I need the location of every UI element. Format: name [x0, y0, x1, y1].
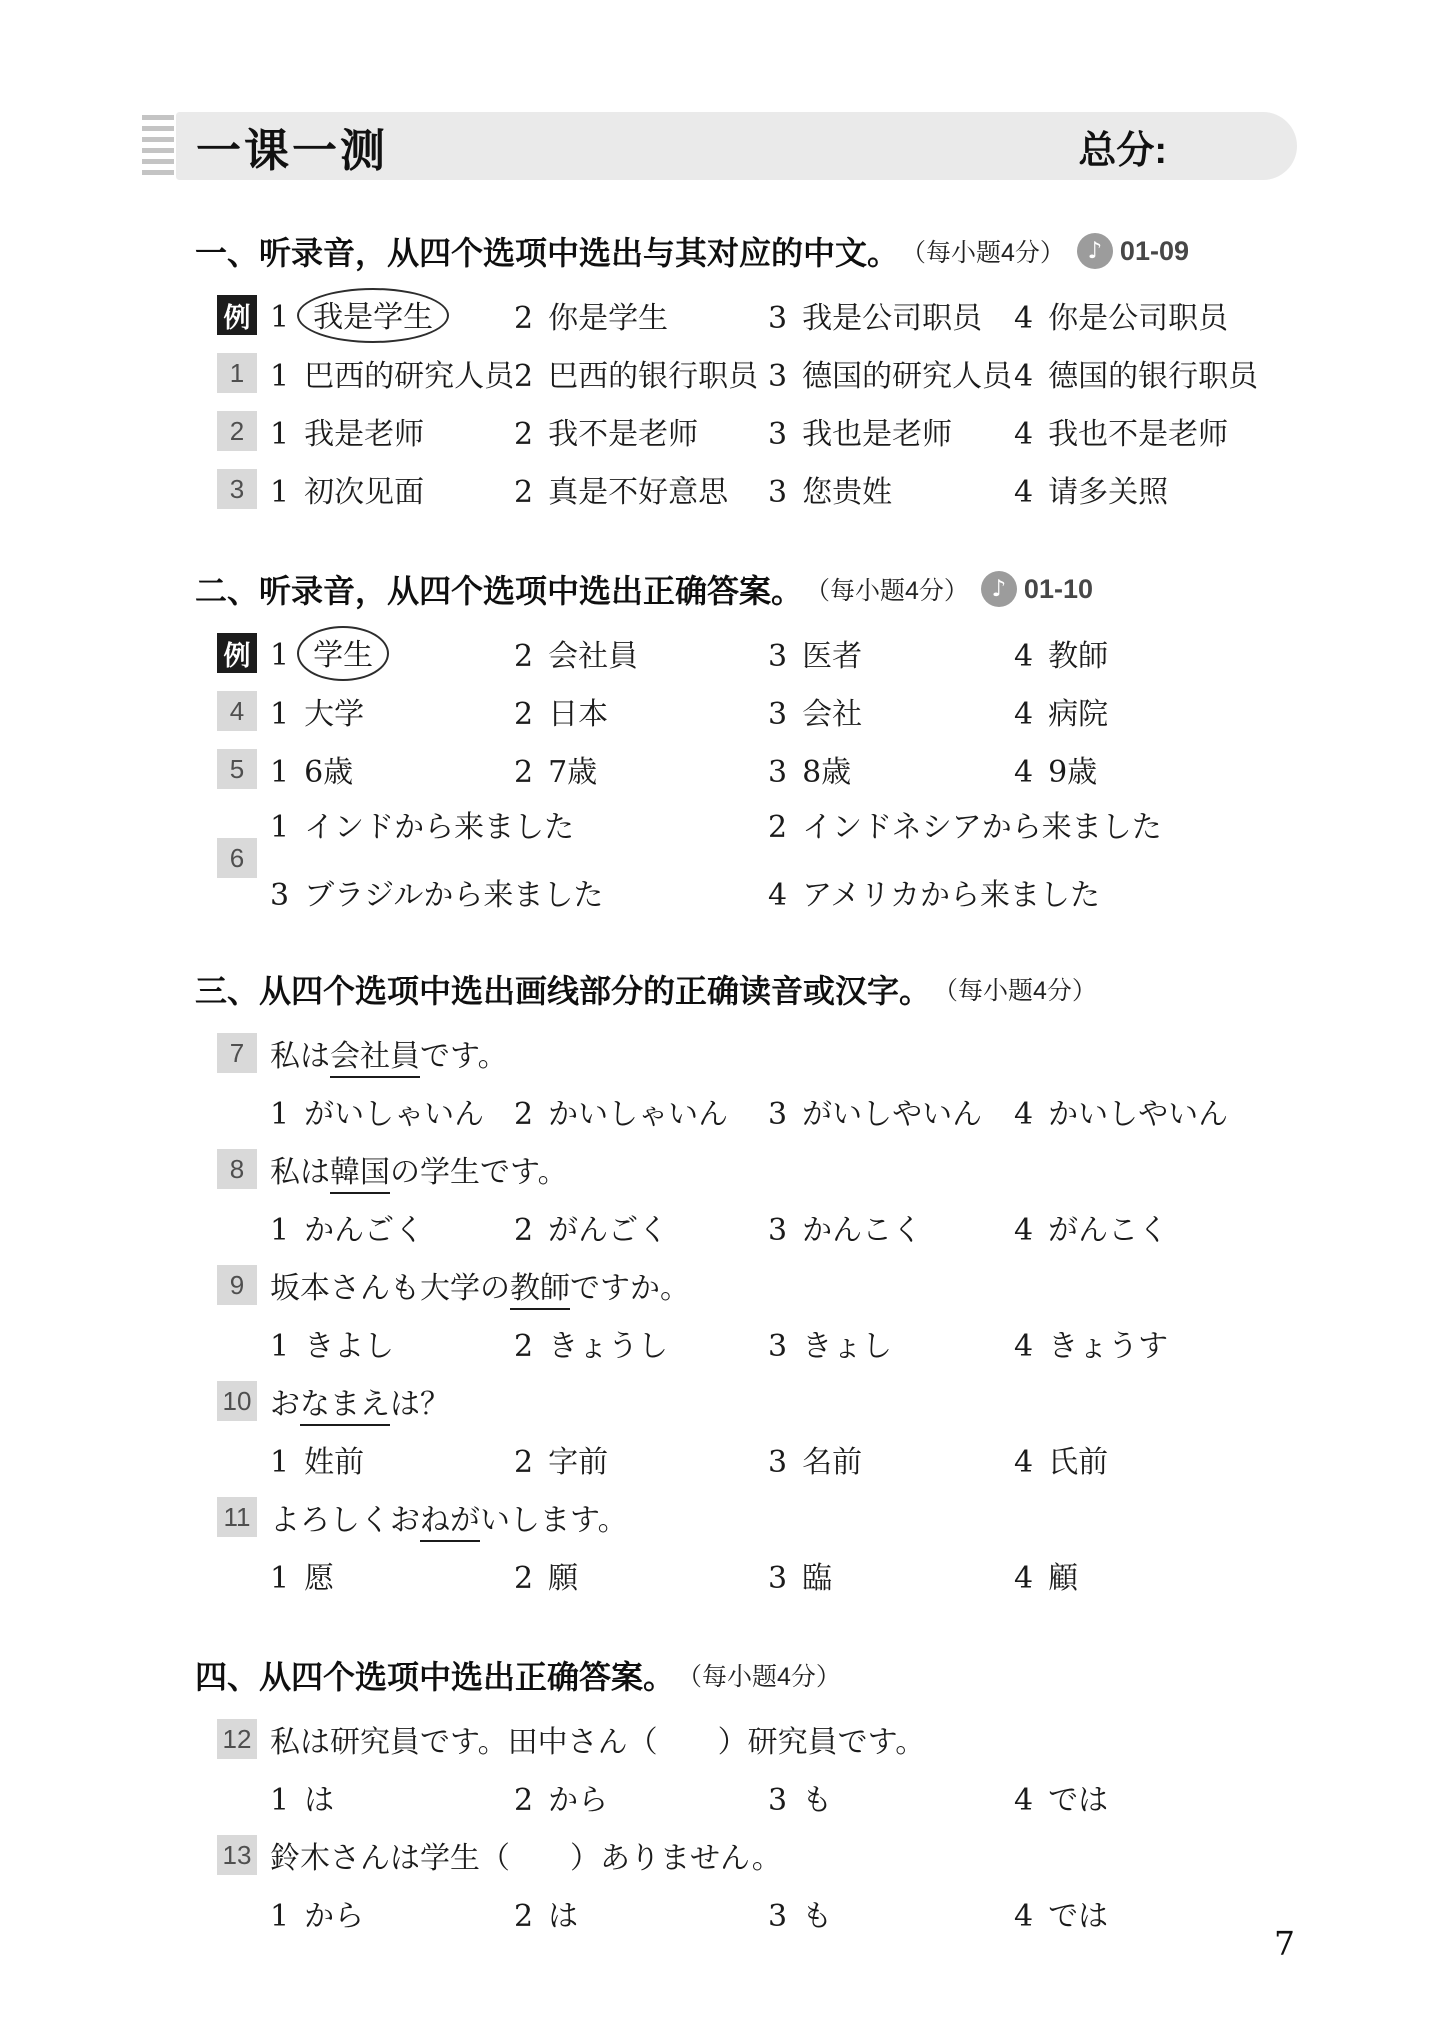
options [270, 631, 1445, 676]
option-number: 4 [768, 878, 788, 913]
option [768, 870, 1445, 914]
audio-note-icon: ♪ [981, 571, 1017, 607]
option [514, 1089, 768, 1133]
section-heading-text: 一、听录音，从四个选项中选出与其对应的中文。 [195, 235, 900, 271]
question [0, 1024, 1445, 1140]
option-text: 德国的银行职员 [1048, 359, 1259, 394]
stem-segment: 私は [270, 1155, 330, 1190]
option [768, 1089, 1014, 1133]
question-stem [270, 1717, 925, 1761]
stem-segment-underlined: 教師 [510, 1271, 570, 1310]
question [0, 1488, 1445, 1604]
option-text: は [548, 1899, 579, 1934]
question [0, 286, 1445, 344]
option-text: 臨 [802, 1561, 833, 1596]
option [1014, 1553, 1445, 1597]
options-row [270, 1768, 1445, 1826]
option [514, 747, 768, 791]
option-text: 日本 [548, 697, 609, 732]
test-section [0, 966, 1445, 1604]
option-text: では [1048, 1783, 1109, 1818]
option-text: 8歳 [802, 755, 852, 790]
option [270, 631, 514, 676]
option-text: かいしゃいん [548, 1097, 729, 1132]
stem-segment: の学生です。 [390, 1155, 568, 1190]
option [514, 1205, 768, 1249]
options [270, 409, 1445, 453]
option [768, 802, 1445, 846]
option-number: 3 [768, 301, 788, 336]
option-number: 1 [270, 1097, 290, 1132]
option-number: 3 [768, 1213, 788, 1248]
question-number-badge: 11 [217, 1497, 257, 1537]
option-number: 1 [270, 475, 290, 510]
section-heading [195, 566, 1445, 612]
question-row [217, 1710, 1445, 1768]
option-text: 名前 [802, 1445, 863, 1480]
option-text: がんこく [1048, 1213, 1169, 1248]
option [1014, 467, 1445, 511]
option [514, 1553, 768, 1597]
sections-container [0, 228, 1445, 1942]
option-text: も [802, 1783, 833, 1818]
option-text: きよし [304, 1329, 395, 1364]
options [270, 293, 1445, 338]
option-number: 1 [270, 299, 290, 335]
option-number: 4 [1014, 417, 1034, 452]
example-badge: 例 [217, 295, 257, 335]
option-number: 3 [768, 1445, 788, 1480]
option-text: アメリカから来ました [802, 878, 1100, 913]
stem-segment: お [270, 1387, 300, 1422]
question [0, 1710, 1445, 1826]
options [270, 467, 1445, 511]
option-text: 我也是老师 [802, 417, 953, 452]
question-number-badge: 8 [217, 1149, 257, 1189]
option-number: 2 [514, 1329, 534, 1364]
option-number: 2 [514, 359, 534, 394]
option [514, 631, 768, 675]
option [270, 293, 514, 338]
question-row [217, 740, 1445, 798]
question [0, 682, 1445, 740]
option-number: 2 [514, 1213, 534, 1248]
option-number: 3 [768, 359, 788, 394]
question-number-badge: 4 [217, 691, 257, 731]
options [270, 747, 1445, 791]
question-number-badge: 12 [217, 1719, 257, 1759]
option-text: かんごく [304, 1213, 425, 1248]
option-number: 1 [270, 810, 290, 845]
question-stem [270, 1379, 450, 1423]
stem-segment: よろしくお [270, 1503, 420, 1538]
options [270, 1205, 1445, 1249]
option [1014, 1437, 1445, 1481]
stripes-icon [142, 115, 174, 177]
option-number: 4 [1014, 359, 1034, 394]
page-title: 一课一测 [196, 124, 389, 176]
question-row [217, 1256, 1445, 1314]
option-text: 大学 [304, 697, 365, 732]
option [514, 1775, 768, 1819]
option-text: から [548, 1783, 609, 1818]
option-number: 1 [270, 1899, 290, 1934]
question-number-badge: 5 [217, 749, 257, 789]
option-text: 请多关照 [1048, 475, 1169, 510]
stem-segment-underlined: ねが [420, 1503, 480, 1542]
question-row [217, 798, 1445, 918]
option-number: 3 [768, 417, 788, 452]
option-number: 3 [768, 1899, 788, 1934]
option [270, 747, 514, 791]
option-number: 4 [1014, 1899, 1034, 1934]
question-number-badge: 6 [217, 838, 257, 878]
option-number: 4 [1014, 639, 1034, 674]
options [270, 802, 1445, 914]
question-stem [270, 1495, 628, 1539]
option-number: 3 [768, 1097, 788, 1132]
question-row [217, 624, 1445, 682]
total-score-label: 总分: [1078, 129, 1167, 172]
option [1014, 1205, 1445, 1249]
option-number: 3 [768, 1561, 788, 1596]
option-number: 1 [270, 1783, 290, 1818]
option-number: 4 [1014, 1445, 1034, 1480]
section-heading [195, 966, 1445, 1012]
option-number: 2 [768, 810, 788, 845]
option-text: がんごく [548, 1213, 669, 1248]
option [514, 1891, 768, 1935]
question [0, 798, 1445, 918]
section-heading [195, 228, 1445, 274]
option-text: も [802, 1899, 833, 1934]
stem-segment-underlined: 韓国 [330, 1155, 390, 1194]
option-number: 1 [270, 1561, 290, 1596]
option-number: 4 [1014, 1783, 1034, 1818]
option [270, 1437, 514, 1481]
question [0, 740, 1445, 798]
option [270, 1891, 514, 1935]
option-text: 我是老师 [304, 417, 425, 452]
option-text: 巴西的银行职员 [548, 359, 759, 394]
option-text: きょし [802, 1329, 893, 1364]
option-number: 4 [1014, 697, 1034, 732]
option-number: 4 [1014, 475, 1034, 510]
question-row [217, 682, 1445, 740]
question [0, 1256, 1445, 1372]
options [270, 1553, 1445, 1597]
stem-segment: 坂本さんも大学の [270, 1271, 510, 1306]
option-number: 1 [270, 359, 290, 394]
option-text: 真是不好意思 [548, 475, 729, 510]
option-number: 1 [270, 1213, 290, 1248]
option-text: 姓前 [304, 1445, 365, 1480]
option-number: 1 [270, 1445, 290, 1480]
section-heading-text: 三、从四个选项中选出画线部分的正确读音或汉字。 [195, 973, 932, 1009]
option-text: から [304, 1899, 365, 1934]
question [0, 460, 1445, 518]
question-row [217, 460, 1445, 518]
option-text: インドから来ました [304, 810, 575, 845]
option-number: 2 [514, 755, 534, 790]
option [514, 689, 768, 733]
option [270, 689, 514, 733]
options-row [270, 1314, 1445, 1372]
question [0, 1372, 1445, 1488]
option-text: 6歳 [304, 755, 354, 790]
options-row [270, 1198, 1445, 1256]
option [768, 293, 1014, 337]
option-text: 巴西的研究人员 [304, 359, 515, 394]
option-text-circled: 学生 [297, 626, 389, 681]
option [1014, 689, 1445, 733]
title-bar [176, 112, 1297, 180]
option-number: 3 [768, 639, 788, 674]
option-number: 2 [514, 639, 534, 674]
stem-segment: です。 [420, 1039, 508, 1074]
option [270, 1553, 514, 1597]
option [768, 1775, 1014, 1819]
option [270, 351, 514, 395]
stem-segment: 私は研究員です。田中さん（ ）研究員です。 [270, 1725, 926, 1760]
option-number: 1 [270, 637, 290, 673]
option [768, 409, 1014, 453]
options-row [270, 1082, 1445, 1140]
question-stem [270, 1031, 508, 1075]
stem-segment-underlined: 会社員 [330, 1039, 420, 1078]
option [768, 1437, 1014, 1481]
option-text: がいしゃいん [304, 1097, 485, 1132]
options [270, 1437, 1445, 1481]
option-number: 1 [270, 755, 290, 790]
option-text: きょうす [1048, 1329, 1169, 1364]
option-number: 3 [768, 1783, 788, 1818]
option-text: 德国的研究人员 [802, 359, 1013, 394]
option-number: 2 [514, 301, 534, 336]
option [270, 1089, 514, 1133]
option-text: 愿 [304, 1561, 335, 1596]
option [270, 1775, 514, 1819]
stem-segment: ですか。 [570, 1271, 690, 1306]
option [768, 1553, 1014, 1597]
question [0, 624, 1445, 682]
option-number: 3 [270, 878, 290, 913]
option-text: 会社員 [548, 639, 639, 674]
options-row [270, 1430, 1445, 1488]
option [1014, 1775, 1445, 1819]
options-row [270, 1884, 1445, 1942]
stem-segment-underlined: なまえ [300, 1387, 390, 1426]
option-text: がいしやいん [802, 1097, 983, 1132]
question-number-badge: 9 [217, 1265, 257, 1305]
option-number: 2 [514, 475, 534, 510]
option-text: 初次见面 [304, 475, 425, 510]
option-number: 2 [514, 697, 534, 732]
option-number: 3 [768, 475, 788, 510]
option [514, 1321, 768, 1365]
option [1014, 351, 1445, 395]
question-number-badge: 7 [217, 1033, 257, 1073]
option [1014, 1089, 1445, 1133]
section-heading-text: 四、从四个选项中选出正确答案。 [195, 1659, 676, 1695]
option-number: 4 [1014, 301, 1034, 336]
option-text: 会社 [802, 697, 863, 732]
stem-segment: 鈴木さんは学生（ ）ありません。 [270, 1841, 782, 1876]
option [270, 467, 514, 511]
section-heading-text: 二、听录音，从四个选项中选出正确答案。 [195, 573, 804, 609]
question-row [217, 1140, 1445, 1198]
option [1014, 293, 1445, 337]
section-heading [195, 1652, 1445, 1698]
option [1014, 631, 1445, 675]
option [768, 1205, 1014, 1249]
question-row [217, 402, 1445, 460]
option [514, 351, 768, 395]
question [0, 1826, 1445, 1942]
points-note: （每小题4分） [901, 239, 1065, 267]
option [768, 351, 1014, 395]
option-text: ブラジルから来ました [304, 878, 604, 913]
option [270, 1205, 514, 1249]
page-number: 7 [1274, 1924, 1295, 1963]
test-section [0, 228, 1445, 518]
option [1014, 409, 1445, 453]
option-text: かんこく [802, 1213, 923, 1248]
option-number: 2 [514, 417, 534, 452]
question-stem [270, 1147, 568, 1191]
example-badge: 例 [217, 633, 257, 673]
question-row [217, 286, 1445, 344]
question-number-badge: 3 [217, 469, 257, 509]
option-text: インドネシアから来ました [802, 810, 1162, 845]
option-text: 字前 [548, 1445, 609, 1480]
option-number: 4 [1014, 755, 1034, 790]
question-number-badge: 10 [217, 1381, 257, 1421]
option-text: 願 [548, 1561, 579, 1596]
option-text: 7歳 [548, 755, 598, 790]
points-note: （每小题4分） [677, 1663, 841, 1691]
points-note: （每小题4分） [805, 577, 969, 605]
points-note: （每小题4分） [933, 977, 1097, 1005]
option-text: かいしやいん [1048, 1097, 1229, 1132]
test-section [0, 1652, 1445, 1942]
options [270, 1089, 1445, 1133]
stem-segment: 私は [270, 1039, 330, 1074]
test-section [0, 566, 1445, 918]
question [0, 1140, 1445, 1256]
option-text: 9歳 [1048, 755, 1098, 790]
option [768, 631, 1014, 675]
option-number: 1 [270, 697, 290, 732]
option-number: 4 [1014, 1329, 1034, 1364]
option [768, 467, 1014, 511]
question-row [217, 1024, 1445, 1082]
option [270, 409, 514, 453]
option-text: 病院 [1048, 697, 1109, 732]
stem-segment: いします。 [480, 1503, 628, 1538]
question-number-badge: 1 [217, 353, 257, 393]
options [270, 351, 1445, 395]
audio-track-label: 01-10 [1023, 573, 1093, 604]
option-text: では [1048, 1899, 1109, 1934]
stem-segment: は？ [390, 1387, 450, 1422]
option-number: 2 [514, 1783, 534, 1818]
audio-track-label: 01-09 [1119, 235, 1189, 266]
option-number: 1 [270, 1329, 290, 1364]
option [270, 870, 768, 914]
option-number: 2 [514, 1097, 534, 1132]
option-text: きょうし [548, 1329, 669, 1364]
question-row [217, 1826, 1445, 1884]
option [768, 1891, 1014, 1935]
options-row [270, 1546, 1445, 1604]
option-number: 1 [270, 417, 290, 452]
options [270, 1775, 1445, 1819]
option [768, 1321, 1014, 1365]
option-number: 4 [1014, 1213, 1034, 1248]
option-text-circled: 我是学生 [297, 288, 449, 343]
option [514, 293, 768, 337]
question-number-badge: 2 [217, 411, 257, 451]
option-number: 3 [768, 697, 788, 732]
option-number: 2 [514, 1445, 534, 1480]
option-text: 我是公司职员 [802, 301, 983, 336]
option-number: 4 [1014, 1097, 1034, 1132]
option [768, 747, 1014, 791]
question-row [217, 1372, 1445, 1430]
option-number: 3 [768, 1329, 788, 1364]
option-text: 您贵姓 [802, 475, 893, 510]
question [0, 402, 1445, 460]
options [270, 1891, 1445, 1935]
option [1014, 1891, 1445, 1935]
option-text: 氏前 [1048, 1445, 1109, 1480]
option-text: 教師 [1048, 639, 1109, 674]
option-number: 2 [514, 1561, 534, 1596]
page-header [0, 112, 1445, 180]
option-number: 2 [514, 1899, 534, 1934]
option [270, 1321, 514, 1365]
option-text: 你是公司职员 [1048, 301, 1229, 336]
option [1014, 1321, 1445, 1365]
option-text: 顧 [1048, 1561, 1079, 1596]
audio-note-icon: ♪ [1077, 233, 1113, 269]
option [514, 1437, 768, 1481]
question-row [217, 344, 1445, 402]
option [768, 689, 1014, 733]
option [514, 409, 768, 453]
question-stem [270, 1833, 782, 1877]
option [270, 802, 768, 846]
question [0, 344, 1445, 402]
option [514, 467, 768, 511]
question-number-badge: 13 [217, 1835, 257, 1875]
option-text: 你是学生 [548, 301, 669, 336]
option-number: 3 [768, 755, 788, 790]
option-text: は [304, 1783, 335, 1818]
option-text: 医者 [802, 639, 863, 674]
question-stem [270, 1263, 690, 1307]
option-text: 我也不是老师 [1048, 417, 1229, 452]
options [270, 1321, 1445, 1365]
option-number: 4 [1014, 1561, 1034, 1596]
option [1014, 747, 1445, 791]
option-text: 我不是老师 [548, 417, 699, 452]
question-row [217, 1488, 1445, 1546]
options [270, 689, 1445, 733]
